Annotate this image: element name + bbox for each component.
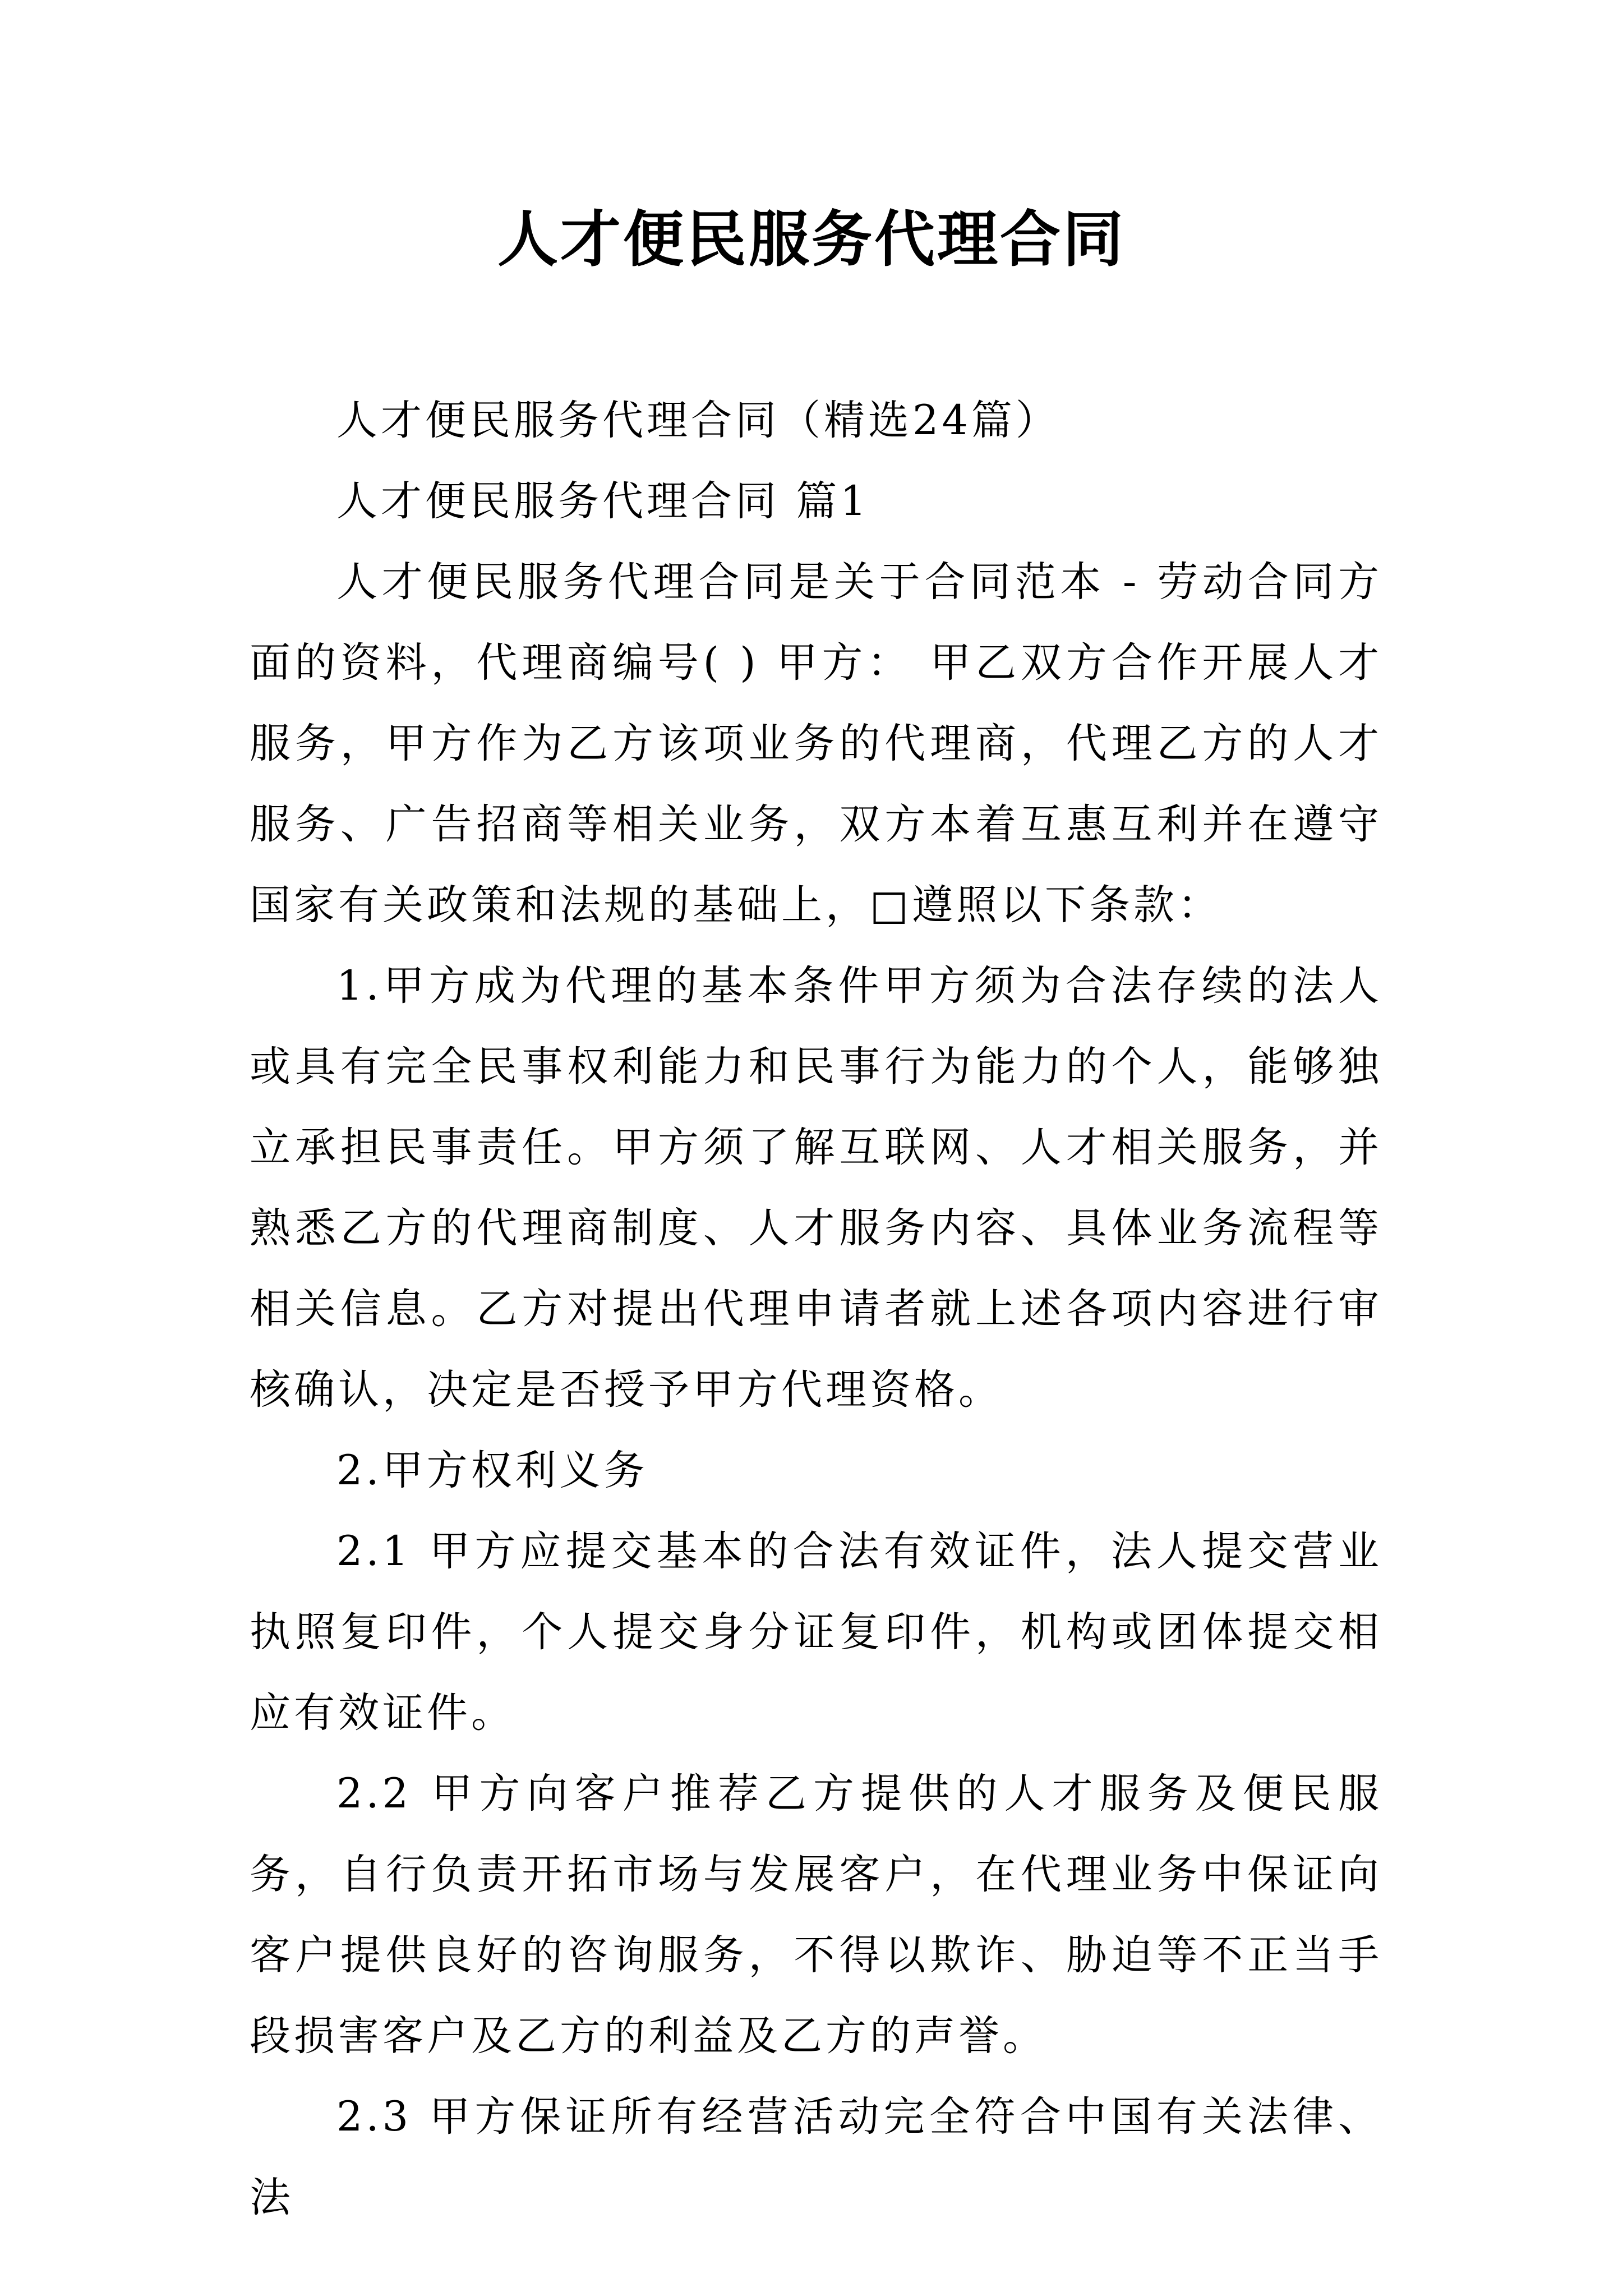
paragraph-clause-2-1: 2.1 甲方应提交基本的合法有效证件，法人提交营业执照复印件，个人提交身分证复印件，机构或团体提交相应有效证件。 (250, 1527, 1382, 1737)
document-title: 人才便民服务代理合同 (497, 205, 1126, 275)
paragraph-clause-1: 1.甲方成为代理的基本条件甲方须为合法存续的法人或具有完全民事权利能力和民事行为能力的个人，能够独立承担民事责任。甲方须了解互联网、人才相关服务，并熟悉乙方的代理商制度、人才服务内容、具体业务流程等相关信息。乙方对提出代理申请者就上述各项内容进行审核确认，决定是否授予甲方代理资格。 (250, 962, 1382, 1414)
paragraph-clause-2-heading: 2.甲方权利义务 (336, 1447, 648, 1494)
paragraph-collection-title: 人才便民服务代理合同（精选24篇） (336, 397, 1060, 444)
paragraph-clause-2-2: 2.2 甲方向客户推荐乙方提供的人才服务及便民服务，自行负责开拓市场与发展客户，在代理业务中保证向客户提供良好的咨询服务，不得以欺诈、胁迫等不正当手段损害客户及乙方的利益及乙方的声誉。 (250, 1770, 1382, 2060)
paragraph-clause-2-3: 2.3 甲方保证所有经营活动完全符合中国有关法律、法 (250, 2093, 1382, 2221)
paragraph-article-heading: 人才便民服务代理合同 篇1 (336, 477, 870, 525)
paragraph-intro: 人才便民服务代理合同是关于合同范本 - 劳动合同方面的资料，代理商编号( ) 甲方： 甲乙双方合作开展人才服务，甲方作为乙方该项业务的代理商，代理乙方的人才服务、广告招商等相关业务，双方本着互惠互利并在遵守国家有关政策和法规的基础上，□遵照以下条款： (250, 558, 1382, 929)
document-body (250, 380, 1382, 2238)
